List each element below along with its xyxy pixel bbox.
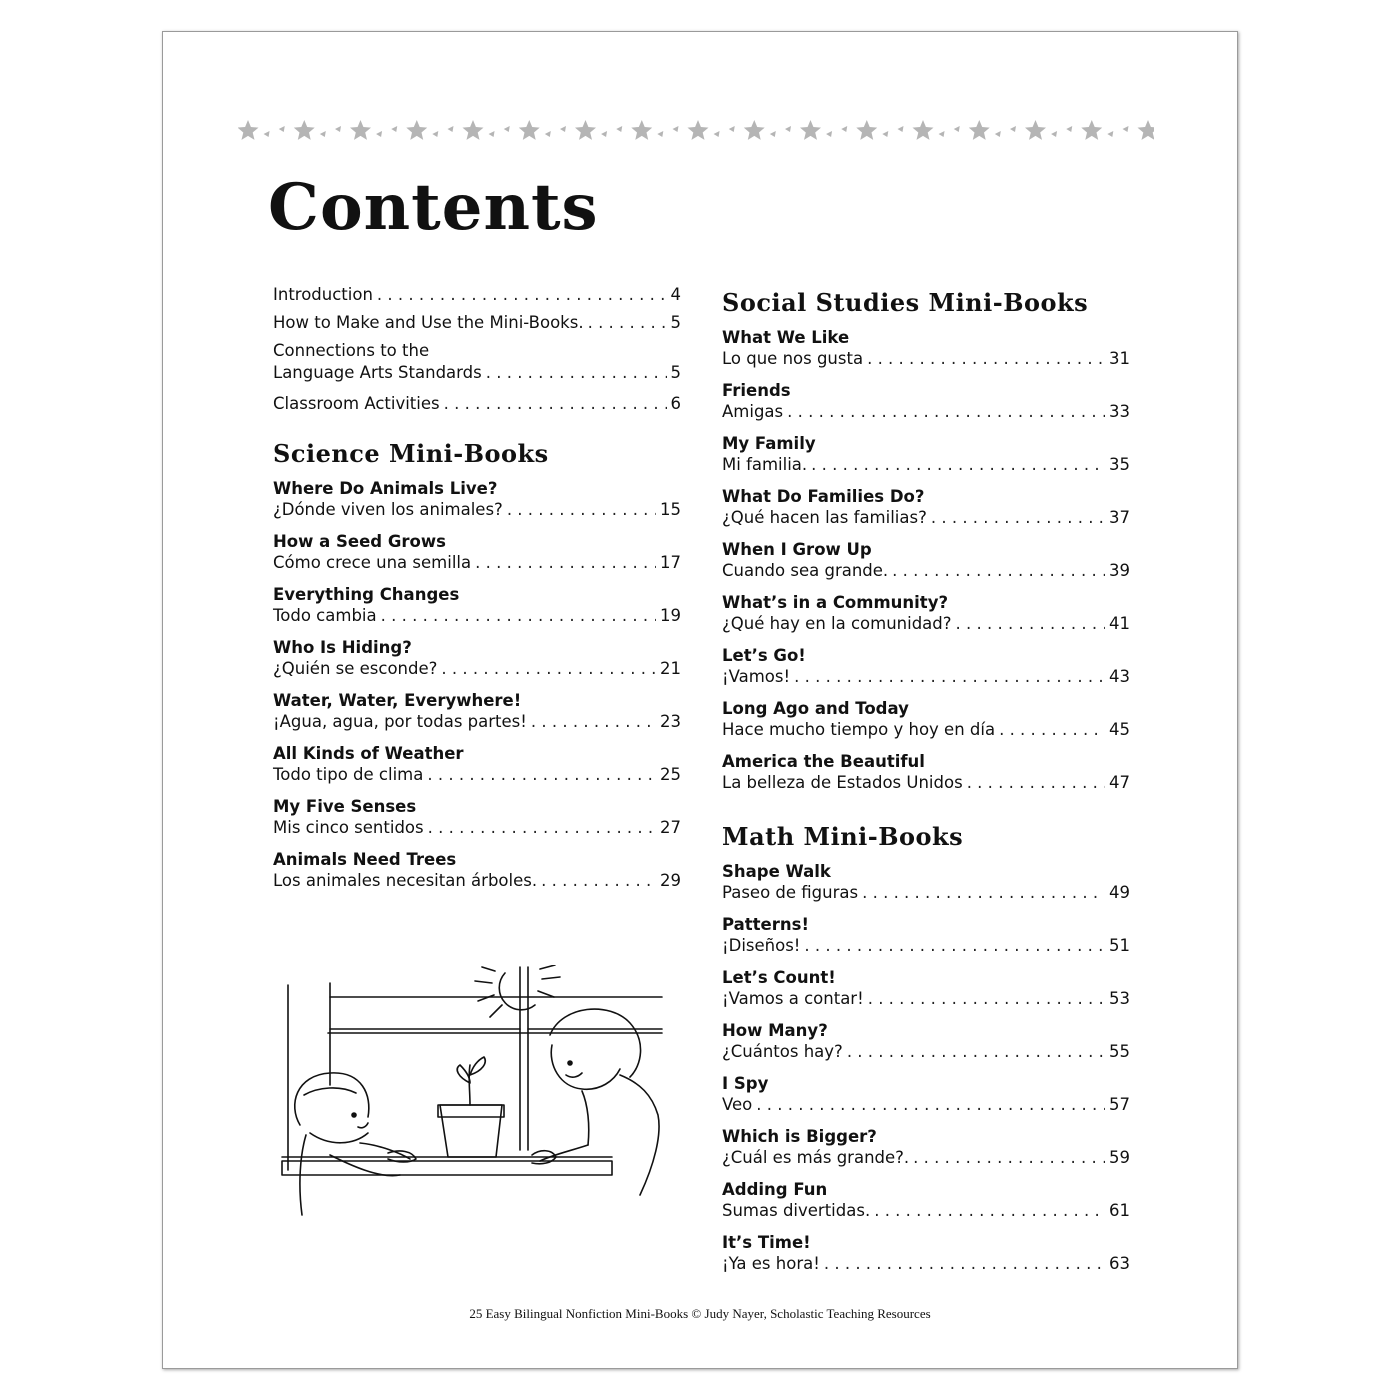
- page-number: 27: [660, 818, 681, 837]
- dot-leader: [531, 711, 656, 732]
- right-column: [722, 284, 1130, 1285]
- entry-spanish-title: La belleza de Estados Unidos: [722, 773, 963, 792]
- page-number: 59: [1109, 1148, 1130, 1167]
- toc-entry[interactable]: [722, 1126, 1130, 1168]
- entry-spanish-title: Cuando sea grande.: [722, 561, 889, 580]
- entry-spanish-row: [273, 870, 681, 891]
- dot-leader: [811, 454, 1105, 475]
- page-number: 49: [1109, 883, 1130, 902]
- page-title: Contents: [268, 170, 599, 245]
- entry-english-title: My Five Senses: [273, 797, 417, 816]
- entry-spanish-title: Sumas divertidas.: [722, 1201, 871, 1220]
- toc-entry[interactable]: [273, 796, 681, 838]
- toc-item-how-to-make[interactable]: How to Make and Use the Mini-Books. . . . 5: [273, 312, 681, 333]
- page-number: 57: [1109, 1095, 1130, 1114]
- entry-spanish-title: ¡Agua, agua, por todas partes!: [273, 712, 527, 731]
- toc-entry[interactable]: [722, 1232, 1130, 1274]
- dot-leader: [427, 764, 656, 785]
- page-number: 47: [1109, 773, 1130, 792]
- entry-spanish-title: ¡Diseños!: [722, 936, 801, 955]
- toc-entry[interactable]: [722, 1073, 1130, 1115]
- page-number: 43: [1109, 667, 1130, 686]
- page-number: 61: [1109, 1201, 1130, 1220]
- page-number: 17: [660, 553, 681, 572]
- toc-entry[interactable]: [722, 1020, 1130, 1062]
- entry-spanish-row: [722, 1041, 1130, 1062]
- toc-entry[interactable]: [722, 698, 1130, 740]
- entry-spanish-row: [273, 764, 681, 785]
- page-number: 51: [1109, 936, 1130, 955]
- entry-spanish-row: [273, 817, 681, 838]
- dot-leader: [824, 1253, 1105, 1274]
- entry-spanish-row: [722, 666, 1130, 687]
- dot-leader: [507, 499, 656, 520]
- social-studies-entries: [722, 327, 1130, 793]
- page-number: 39: [1109, 561, 1130, 580]
- dot-leader: [756, 1094, 1105, 1115]
- toc-item-classroom-activities[interactable]: Classroom Activities . . . 6: [273, 393, 681, 414]
- toc-item-connections[interactable]: Connections to the Language Arts Standards . . . 5: [273, 340, 681, 383]
- toc-item-introduction[interactable]: Introduction . . . 4: [273, 284, 681, 305]
- dot-leader: [867, 348, 1105, 369]
- dot-leader: [787, 401, 1105, 422]
- entry-english-title: Everything Changes: [273, 585, 460, 604]
- toc-entry[interactable]: [722, 380, 1130, 422]
- entry-spanish-row: [722, 882, 1130, 903]
- entry-english-title: Who Is Hiding?: [273, 638, 412, 657]
- toc-entry[interactable]: [722, 914, 1130, 956]
- toc-entry[interactable]: [273, 584, 681, 626]
- entry-english-title: Animals Need Trees: [273, 850, 457, 869]
- math-section-title: Math Mini-Books: [722, 822, 964, 851]
- toc-entry[interactable]: [722, 751, 1130, 793]
- dot-leader: [381, 605, 656, 626]
- entry-spanish-title: Veo: [722, 1095, 753, 1114]
- dot-leader: [475, 552, 656, 573]
- entry-spanish-row: [722, 1147, 1130, 1168]
- entry-spanish-title: Todo cambia: [273, 606, 377, 625]
- entry-spanish-row: [722, 507, 1130, 528]
- footer-credit: 25 Easy Bilingual Nonfiction Mini-Books © Judy Nayer, Scholastic Teaching Resources: [469, 1306, 931, 1321]
- page-number: 29: [660, 871, 681, 890]
- toc-entry[interactable]: [273, 478, 681, 520]
- toc-entry[interactable]: [722, 645, 1130, 687]
- entry-spanish-row: [722, 935, 1130, 956]
- entry-english-title: Shape Walk: [722, 862, 831, 881]
- entry-english-title: Patterns!: [722, 915, 809, 934]
- entry-spanish-row: [273, 658, 681, 679]
- toc-entry[interactable]: [273, 743, 681, 785]
- toc-entry[interactable]: [722, 861, 1130, 903]
- entry-english-title: How a Seed Grows: [273, 532, 446, 551]
- science-entries: [273, 478, 681, 891]
- entry-spanish-row: [722, 1253, 1130, 1274]
- page-number: 21: [660, 659, 681, 678]
- toc-entry[interactable]: [722, 486, 1130, 528]
- page-number: 23: [660, 712, 681, 731]
- dot-leader: [931, 507, 1105, 528]
- dot-leader: [999, 719, 1105, 740]
- toc-entry[interactable]: [722, 592, 1130, 634]
- entry-english-title: What’s in a Community?: [722, 593, 949, 612]
- page-number: 41: [1109, 614, 1130, 633]
- entry-spanish-title: Hace mucho tiempo y hoy en día: [722, 720, 996, 739]
- page-number: 63: [1109, 1254, 1130, 1273]
- toc-entry[interactable]: [722, 967, 1130, 1009]
- dot-leader: [874, 1200, 1105, 1221]
- entry-english-title: America the Beautiful: [722, 752, 925, 771]
- page-number: 37: [1109, 508, 1130, 527]
- entry-english-title: All Kinds of Weather: [273, 744, 464, 763]
- entry-english-title: Long Ago and Today: [722, 699, 909, 718]
- entry-spanish-title: ¡Vamos!: [722, 667, 791, 686]
- page-number: 19: [660, 606, 681, 625]
- entry-spanish-row: [722, 401, 1130, 422]
- dot-leader: [868, 988, 1105, 1009]
- entry-spanish-title: Amigas: [722, 402, 784, 421]
- entry-spanish-title: Los animales necesitan árboles.: [273, 871, 538, 890]
- dot-leader: [428, 817, 656, 838]
- entry-spanish-row: [722, 454, 1130, 475]
- children-with-seedling-illustration: [270, 965, 666, 1217]
- entry-spanish-title: Paseo de figuras: [722, 883, 859, 902]
- toc-entry[interactable]: [722, 1179, 1130, 1221]
- entry-english-title: Which is Bigger?: [722, 1127, 877, 1146]
- toc-entry[interactable]: [722, 433, 1130, 475]
- toc-entry[interactable]: [273, 531, 681, 573]
- page-number: 33: [1109, 402, 1130, 421]
- entry-english-title: Let’s Count!: [722, 968, 836, 987]
- entry-english-title: How Many?: [722, 1021, 828, 1040]
- entry-english-title: I Spy: [722, 1074, 769, 1093]
- entry-spanish-row: [273, 499, 681, 520]
- star-border-icon: [238, 118, 1154, 144]
- page-number: 25: [660, 765, 681, 784]
- entry-spanish-row: [273, 711, 681, 732]
- entry-spanish-title: ¡Vamos a contar!: [722, 989, 864, 1008]
- entry-spanish-title: Mi familia.: [722, 455, 808, 474]
- entry-spanish-title: ¿Quién se esconde?: [273, 659, 438, 678]
- entry-english-title: Friends: [722, 381, 791, 400]
- toc-entry[interactable]: [722, 327, 1130, 369]
- entry-spanish-row: [722, 772, 1130, 793]
- entry-spanish-title: ¿Cuál es más grande?.: [722, 1148, 910, 1167]
- dot-leader: [794, 666, 1105, 687]
- dot-leader: [892, 560, 1105, 581]
- entry-spanish-row: [722, 1094, 1130, 1115]
- entry-english-title: Water, Water, Everywhere!: [273, 691, 522, 710]
- social-studies-section-title: Social Studies Mini-Books: [722, 288, 1089, 317]
- entry-spanish-title: Mis cinco sentidos: [273, 818, 424, 837]
- entry-spanish-title: Todo tipo de clima: [273, 765, 424, 784]
- toc-entry[interactable]: [722, 539, 1130, 581]
- dot-leader: [967, 772, 1105, 793]
- entry-spanish-row: [722, 719, 1130, 740]
- entry-spanish-row: [273, 552, 681, 573]
- entry-english-title: Let’s Go!: [722, 646, 806, 665]
- math-entries: [722, 861, 1130, 1274]
- dot-leader: [847, 1041, 1105, 1062]
- page-number: 35: [1109, 455, 1130, 474]
- entry-english-title: Where Do Animals Live?: [273, 479, 498, 498]
- entry-spanish-title: ¿Cuántos hay?: [722, 1042, 843, 1061]
- entry-english-title: It’s Time!: [722, 1233, 811, 1252]
- page-number: 55: [1109, 1042, 1130, 1061]
- toc-entry[interactable]: [273, 849, 681, 891]
- page-number: 31: [1109, 349, 1130, 368]
- entry-spanish-row: [722, 613, 1130, 634]
- entry-spanish-title: ¿Qué hay en la comunidad?: [722, 614, 952, 633]
- entry-spanish-row: [722, 560, 1130, 581]
- entry-spanish-row: [722, 348, 1130, 369]
- entry-spanish-row: [722, 988, 1130, 1009]
- page-number: 53: [1109, 989, 1130, 1008]
- entry-spanish-title: ¿Qué hacen las familias?: [722, 508, 927, 527]
- entry-spanish-title: Lo que nos gusta: [722, 349, 864, 368]
- entry-english-title: My Family: [722, 434, 816, 453]
- dot-leader: [913, 1147, 1105, 1168]
- science-section-title: Science Mini-Books: [273, 439, 549, 468]
- entry-english-title: When I Grow Up: [722, 540, 872, 559]
- entry-spanish-title: ¡Ya es hora!: [722, 1254, 820, 1273]
- dot-leader: [804, 935, 1105, 956]
- entry-english-title: What Do Families Do?: [722, 487, 925, 506]
- entry-spanish-row: [722, 1200, 1130, 1221]
- entry-english-title: What We Like: [722, 328, 850, 347]
- left-column: [273, 284, 681, 902]
- front-matter-list: [273, 284, 681, 414]
- entry-spanish-title: Cómo crece una semilla: [273, 553, 472, 572]
- dot-leader: [956, 613, 1105, 634]
- dot-leader: [862, 882, 1105, 903]
- page-number: 45: [1109, 720, 1130, 739]
- entry-spanish-row: [273, 605, 681, 626]
- toc-entry[interactable]: [273, 690, 681, 732]
- entry-spanish-title: ¿Dónde viven los animales?: [273, 500, 503, 519]
- dot-leader: [441, 658, 656, 679]
- toc-entry[interactable]: [273, 637, 681, 679]
- page-number: 15: [660, 500, 681, 519]
- entry-english-title: Adding Fun: [722, 1180, 828, 1199]
- dot-leader: [541, 870, 656, 891]
